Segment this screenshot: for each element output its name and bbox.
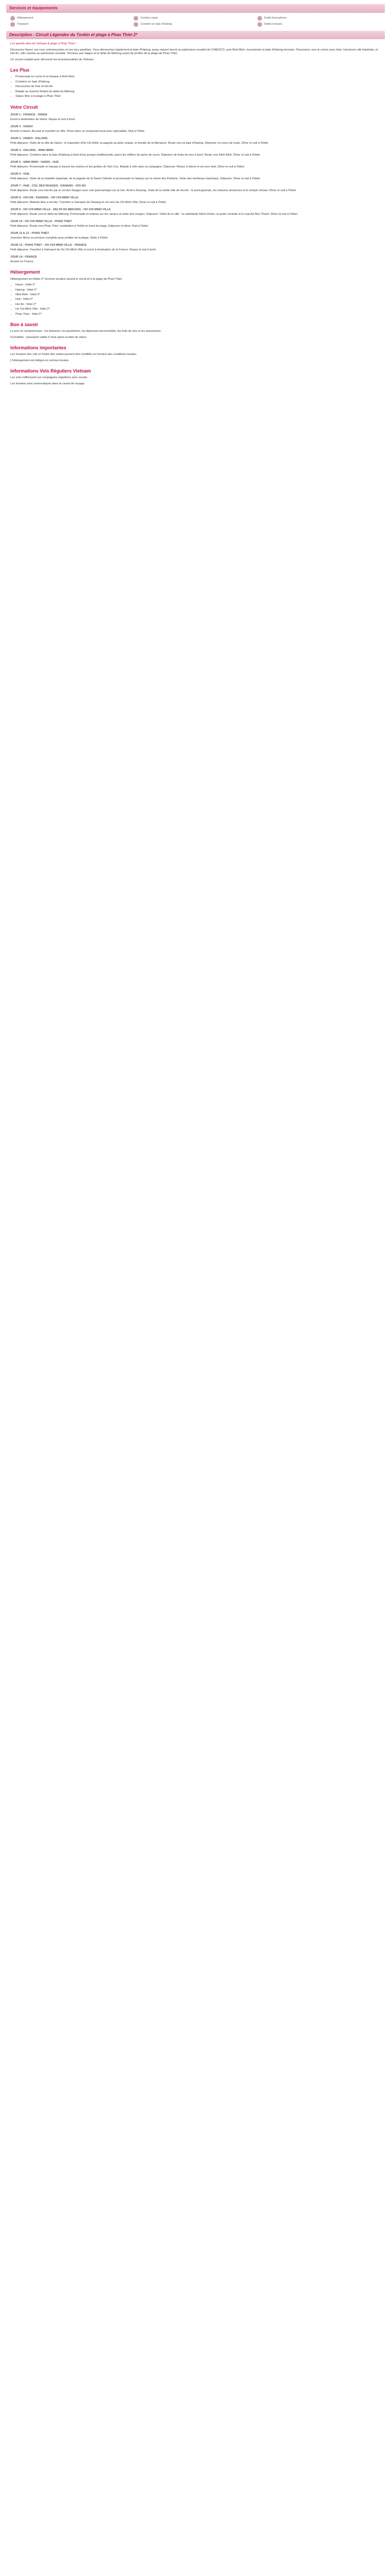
- service-item: [257, 16, 381, 21]
- service-label: Guide francophone: [264, 16, 287, 20]
- page: [5, 0, 386, 386]
- circuit-paragraph: Un circuit complet pour découvrir les incontournables du Vietnam.: [10, 58, 94, 61]
- itinerary-days: [10, 113, 381, 264]
- lodging-text: Hébergement en hôtels 2* (normes locales) durant le circuit et à la plage de Phan Thiet.: [10, 277, 123, 281]
- circuit-content: [5, 42, 386, 386]
- circuit-title: Description - Circuit Légendes du Tonkin et plage à Phan Thiet 2*: [6, 31, 385, 40]
- day-text: Petit déjeuner. Matinée libre à Hoi An. Transfert à l'aéroport de Danang et vol vers Ho Chi Minh Ville. Dîner et nuit à l'hôtel.: [10, 201, 167, 205]
- day-text: Envol à destination de Hanoi. Repas et nuit à bord.: [10, 118, 76, 122]
- info-paragraph: Les horaires des vols et l'ordre des visites peuvent être modifiés en fonction des conditions locales.: [10, 353, 137, 357]
- lodging-item: • Hanoi : hôtel 2*: [15, 283, 381, 287]
- lodging-item: • Phan Thiet : hôtel 2*: [15, 313, 381, 316]
- day-heading: JOUR 2 : HANOI: [10, 125, 33, 128]
- service-label: Visites incluses: [264, 22, 283, 26]
- day-text: Petit déjeuner. Visite de la ville de Hanoi : le mausolée d'Ho Chi Minh, la pagode au pilier unique, le temple de la littérature. Route vers la baie d'Halong. Déjeuner en cours de route. Dîner et nuit à l'hôtel.: [10, 142, 269, 145]
- highlight-item: • Balade au marché flottant du delta du Mékong: [15, 90, 381, 94]
- day-text: Petit déjeuner. Transfert à l'aéroport de Ho Chi Minh Ville et envol à destination de la France. Repas et nuit à bord.: [10, 248, 156, 252]
- day-heading: JOUR 4 : HALONG - NINH BINH: [10, 148, 54, 152]
- info-title: Informations importantes: [10, 345, 67, 351]
- day-text: Petit déjeuner. Route vers le delta du Mékong. Promenade en bateau sur les canaux et visite des vergers. Déjeuner. Visite de la ville : la cathédrale Notre-Dame, la poste centrale et le marché Ben Thanh. Dîner et nuit à l'hôtel.: [10, 213, 298, 216]
- day-text: Arrivée en France.: [10, 260, 35, 263]
- day-heading: JOUR 3 : HANOI - HALONG: [10, 137, 48, 140]
- services-title: Services et équipements: [6, 4, 385, 13]
- prices-paragraph: Formalités : passeport valide 6 mois après la date de retour.: [10, 335, 87, 339]
- highlights-list: [15, 75, 381, 98]
- day-text: Petit déjeuner. Route vers Phan Thiet. Installation à l'hôtel en bord de plage. Déjeuner et dîner. Nuit à l'hôtel.: [10, 225, 149, 228]
- service-item: [10, 22, 134, 27]
- highlight-item: • Découverte de Hué et Hoi An: [15, 85, 381, 89]
- circuit-paragraph: Découvrez Hanoi, ses rues commerçantes et ses lacs paisibles. Vous découvrirez également la baie d'Halong, joyau naturel inscrit au patrimoine mondial de l'UNESCO, puis Ninh Binh, surnommée la baie d'Halong terrestre. Poursuivez vers le centre avec Hué, l'ancienne cité impériale, et Hoi An, ville classée au patrimoine mondial. Terminez par Saigon et le delta du Mékong avant de profiter de la plage de Phan Thiet.: [10, 48, 378, 56]
- boat-icon: [134, 22, 138, 27]
- service-item: [257, 22, 381, 27]
- day-text: Petit déjeuner. Promenade en barque à travers les rizières et les grottes de Tam Coc. Balade à vélo dans la campagne. Déjeuner. Retour à Hanoi et vol vers Hué. Dîner et nuit à l'hôtel.: [10, 165, 245, 169]
- rules-paragraph: Les vols s'effectuent sur compagnies régulières avec escale.: [10, 376, 88, 380]
- day-heading: JOUR 14 : FRANCE: [10, 255, 37, 259]
- lodging-item: • Ho Chi Minh Ville : hôtel 2*: [15, 308, 381, 311]
- day-heading: JOUR 13 : PHAN THIET - HO CHI MINH VILLE - FRANCE: [10, 243, 87, 247]
- itinerary-title: Votre Circuit: [10, 104, 38, 110]
- highlight-item: • Croisière en baie d'Halong: [15, 80, 381, 84]
- day-heading: JOUR 1 : FRANCE - HANOI: [10, 113, 47, 116]
- service-item: [10, 16, 134, 21]
- service-item: [134, 16, 257, 21]
- lodging-item: • Halong : hôtel 2*: [15, 289, 381, 292]
- lodging-item: • Ninh Binh : hôtel 2*: [15, 293, 381, 297]
- prices-title: Bon à savoir: [10, 322, 39, 328]
- services-grid: [5, 13, 386, 30]
- day-text: Arrivée à Hanoi. Accueil et transfert en ville. Dîner dans un restaurant local avec spécialités. Nuit à l'hôtel.: [10, 130, 145, 133]
- visit-icon: [257, 22, 262, 27]
- day-heading: JOUR 9 : HO CHI MINH VILLE - DELTA DU MEKONG - HO CHI MINH VILLE: [10, 208, 111, 211]
- highlights-title: Les Plus: [10, 67, 30, 73]
- transport-icon: [10, 22, 15, 27]
- rules-paragraph: Les horaires sont communiqués dans le carnet de voyage.: [10, 382, 85, 385]
- hotel-icon: [10, 16, 15, 21]
- info-paragraph: L'hébergement est indiqué en normes locales.: [10, 359, 70, 362]
- day-heading: JOUR 6 : HUE: [10, 172, 29, 176]
- guide-icon: [257, 16, 262, 21]
- day-text: Petit déjeuner. Visite de la citadelle impériale, de la pagode de la Dame Céleste et promenade en bateau sur la rivière des Parfums. Visite des tombeaux impériaux. Déjeuner. Dîner et nuit à l'hôtel.: [10, 177, 260, 181]
- rules-title: Informations Vols Réguliers Vietnam: [10, 368, 91, 374]
- service-label: Hébergement: [17, 16, 34, 20]
- highlight-item: • Séjour libre à la plage à Phan Thiet: [15, 95, 381, 98]
- day-text: Petit déjeuner. Croisière dans la baie d'Halong à bord d'une jonque traditionnelle, parmi les milliers de pains de sucre. Déjeuner de fruits de mer à bord. Route vers Ninh Binh. Dîner et nuit à l'hôtel.: [10, 154, 260, 157]
- lodging-list: [15, 283, 381, 316]
- day-heading: JOUR 10 : HO CHI MINH VILLE - PHAN THIET: [10, 219, 72, 223]
- day-heading: JOUR 5 : NINH BINH - HANOI - HUE: [10, 160, 59, 164]
- day-heading: JOUR 7 : HUE - COL DES NUAGES - DANANG - HOI AN: [10, 184, 86, 188]
- meals-icon: [134, 16, 138, 21]
- prices-paragraph: Le prix ne comprend pas : les boissons, les pourboires, les dépenses personnelles, les frais de visa et les assurances.: [10, 330, 161, 333]
- day-text: Petit déjeuner. Route vers Hoi An par le col des Nuages avec vue panoramique sur la mer. Arrêt à Danang. Visite de la vieille ville de Hoi An : le pont japonais, les maisons anciennes et le temple chinois. Dîner et nuit à l'hôtel.: [10, 189, 297, 193]
- highlight-item: • Promenade en cyclo et en barque à Ninh Binh: [15, 75, 381, 79]
- service-label: Croisière en baie d'Halong: [140, 22, 172, 26]
- circuit-intro: Les grands sites du Vietnam & plage à Phan Thiet !: [10, 42, 76, 46]
- service-label: Certains repas: [140, 16, 158, 20]
- day-heading: JOUR 8 : HOI AN - DANANG - HO CHI MINH VILLE: [10, 196, 78, 199]
- lodging-item: • Hué : hôtel 2*: [15, 298, 381, 301]
- lodging-item: • Hoi An : hôtel 2*: [15, 303, 381, 307]
- day-heading: JOUR 11 & 12 : PHAN THIET: [10, 231, 49, 235]
- lodging-title: Hébergement: [10, 269, 40, 275]
- day-text: Journées libres en pension complète pour profiter de la plage. Nuits à l'hôtel.: [10, 236, 108, 240]
- service-item: [134, 22, 257, 27]
- service-label: Transport: [17, 22, 29, 26]
